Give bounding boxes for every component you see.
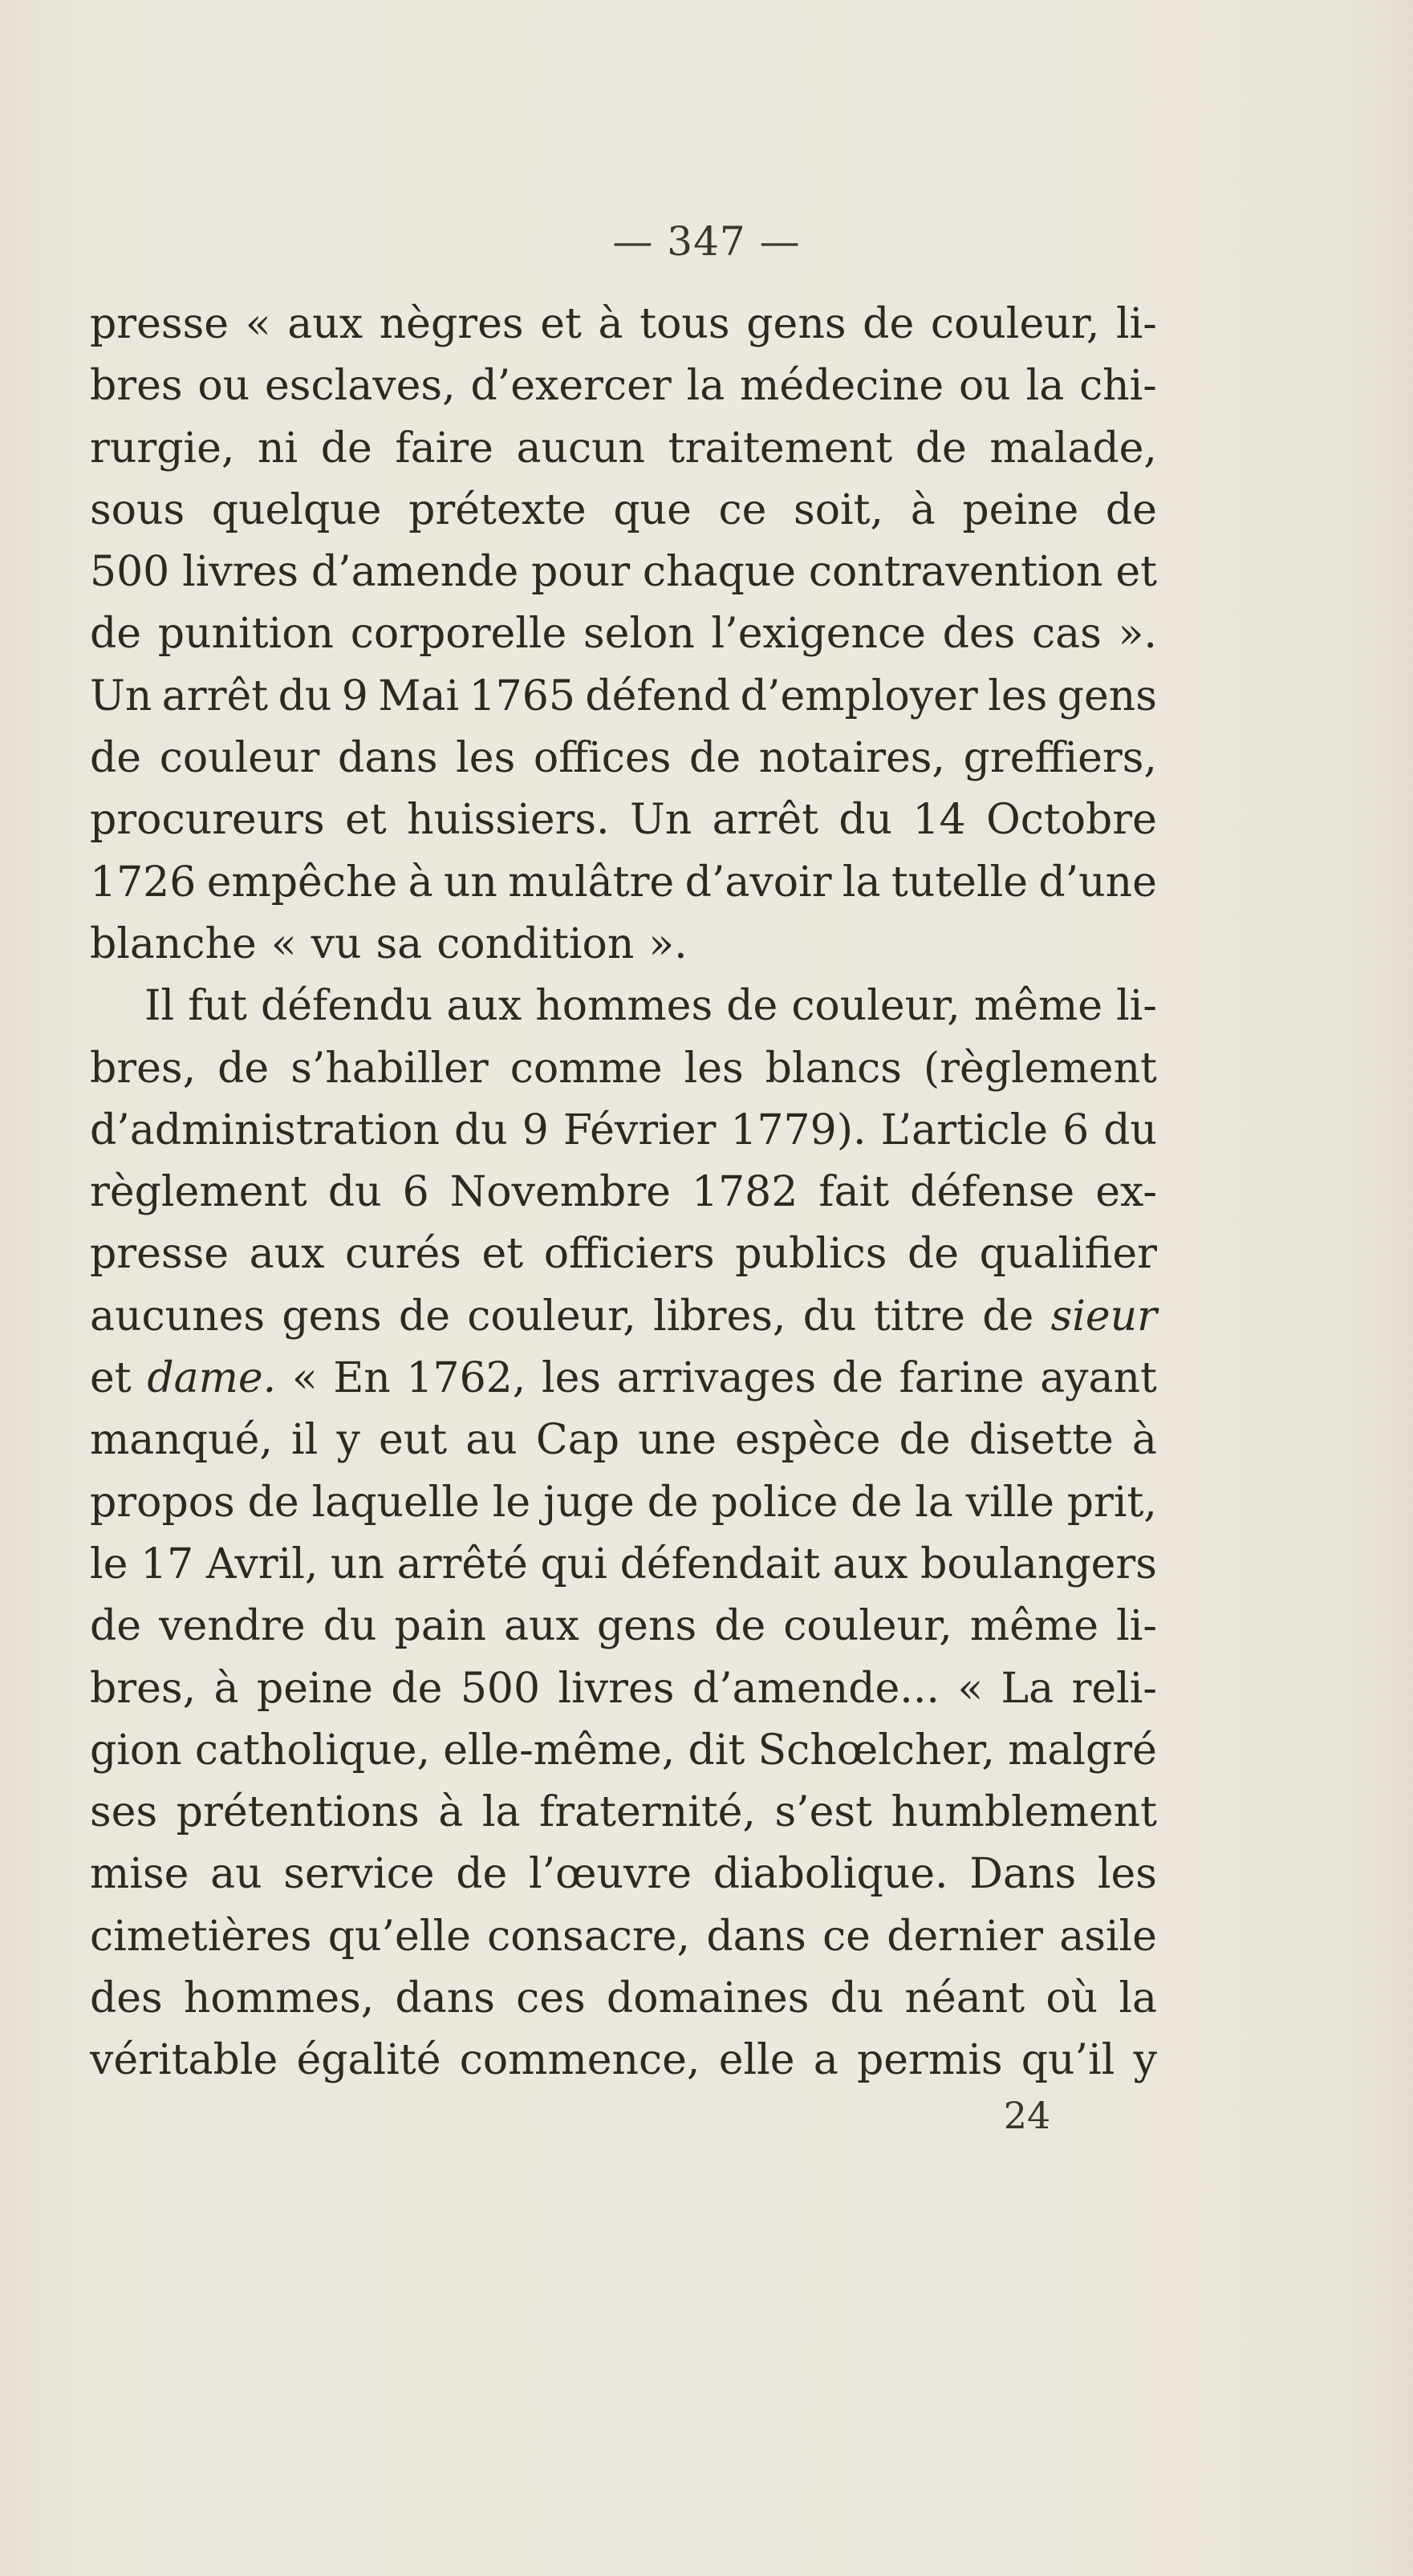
text-line-14 — [90, 1100, 1157, 1162]
word: Avril, — [205, 1540, 319, 1588]
word: « — [957, 1664, 984, 1713]
word: de — [714, 1602, 766, 1651]
word: et — [90, 1354, 132, 1403]
word: arrêt — [161, 671, 269, 720]
word: défense — [910, 1168, 1075, 1217]
text-line-16 — [90, 1223, 1157, 1285]
word: la — [915, 1478, 953, 1527]
word: La — [1001, 1664, 1054, 1713]
word: police — [711, 1478, 838, 1527]
text-line-15 — [90, 1162, 1157, 1223]
word: commence, — [459, 2036, 700, 2085]
word: li- — [1116, 982, 1157, 1031]
word: d’exercer — [470, 362, 672, 411]
word: défend — [585, 671, 731, 720]
word: d’avoir — [684, 858, 832, 907]
word: d’amende — [311, 548, 519, 597]
word: vu — [311, 919, 362, 968]
word: de — [907, 1230, 960, 1279]
text-line-4 — [90, 480, 1157, 542]
word: punition — [157, 610, 334, 659]
word: de — [217, 1044, 270, 1093]
word: consacre, — [487, 1912, 691, 1961]
word: aucunes — [90, 1292, 266, 1341]
word: dit — [688, 1726, 745, 1775]
word: peine — [256, 1664, 373, 1713]
word: corporelle — [350, 610, 567, 659]
word: médecine — [740, 362, 944, 411]
word: 6 — [1062, 1105, 1090, 1154]
word: traitement — [668, 424, 893, 473]
text-line-24 — [90, 1720, 1157, 1782]
word: et — [345, 796, 387, 845]
signature-mark: 24 — [1003, 2094, 1051, 2137]
word: défendu — [260, 982, 433, 1031]
word: comme — [510, 1044, 663, 1093]
word: gens — [282, 1292, 382, 1341]
word: qualifier — [979, 1230, 1157, 1279]
text-line-21 — [90, 1534, 1157, 1596]
word: presse — [90, 1230, 229, 1279]
word: que — [613, 485, 692, 534]
text-line-13 — [90, 1038, 1157, 1100]
text-line-27 — [90, 1906, 1157, 1968]
word: a — [813, 2036, 838, 2085]
text-line-10 — [90, 852, 1157, 914]
word: permis — [856, 2036, 1003, 2085]
word: livres — [182, 548, 299, 597]
word: prit, — [1066, 1478, 1157, 1527]
word: pour — [531, 548, 631, 597]
text-line-17 — [90, 1286, 1157, 1348]
word: qu’il — [1021, 2036, 1115, 2085]
word: service — [283, 1850, 435, 1899]
word: empêche — [206, 858, 398, 907]
word: prétexte — [408, 485, 587, 534]
word: y — [1133, 2036, 1157, 2085]
word: du — [830, 1974, 884, 2023]
text-line-23 — [90, 1658, 1157, 1720]
word: 500 — [90, 548, 170, 597]
text-line-3 — [90, 418, 1157, 480]
word: qu’elle — [327, 1912, 471, 1961]
word: 1765 — [469, 671, 575, 720]
text-line-18 — [90, 1348, 1157, 1410]
word: de — [90, 610, 142, 659]
word: du — [802, 1292, 857, 1341]
word: dame. — [147, 1354, 277, 1403]
word: il — [291, 1416, 319, 1465]
word: nègres — [379, 300, 524, 348]
word: 1782 — [691, 1168, 798, 1217]
text-line-12 — [90, 976, 1157, 1037]
word: les — [684, 1044, 744, 1093]
text-line-1 — [90, 294, 1157, 355]
text-line-19 — [90, 1410, 1157, 1471]
word: ses — [90, 1788, 158, 1837]
word: du — [323, 1602, 377, 1651]
word: une — [638, 1416, 717, 1465]
word: couleur, — [467, 1292, 636, 1341]
word: L’article — [880, 1105, 1049, 1154]
word: à — [408, 858, 433, 907]
word: règlement — [90, 1168, 307, 1217]
word: de — [831, 1354, 883, 1403]
word: de — [689, 734, 741, 783]
word: humblement — [891, 1788, 1157, 1837]
word: aucun — [516, 424, 646, 473]
text-line-9 — [90, 789, 1157, 851]
text-line-25 — [90, 1782, 1157, 1844]
word: dernier — [887, 1912, 1043, 1961]
word: la — [842, 858, 881, 907]
word: « — [245, 300, 271, 348]
word: Novembre — [449, 1168, 671, 1217]
word: couleur — [159, 734, 320, 783]
word: et — [540, 300, 582, 348]
word: de — [851, 1478, 903, 1527]
word: ces — [516, 1974, 586, 2023]
word: asile — [1059, 1912, 1157, 1961]
word: et — [481, 1230, 524, 1279]
word: à — [598, 300, 623, 348]
word: de — [982, 1292, 1034, 1341]
word: presse — [90, 300, 229, 348]
word: gens — [596, 1602, 697, 1651]
word: aux — [446, 982, 522, 1031]
word: du — [838, 796, 893, 845]
word: de — [647, 1478, 699, 1527]
word: le — [90, 1540, 128, 1588]
word: publics — [735, 1230, 887, 1279]
word: Il — [144, 982, 175, 1031]
word: farine — [899, 1354, 1025, 1403]
word: de — [398, 1292, 450, 1341]
word: s’habiller — [290, 1044, 489, 1093]
word: au — [465, 1416, 518, 1465]
word: sieur — [1050, 1292, 1157, 1341]
word: hommes — [535, 982, 713, 1031]
word: 1726 — [90, 858, 197, 907]
word: de — [90, 734, 142, 783]
word: reli- — [1071, 1664, 1157, 1713]
word: titre — [873, 1292, 965, 1341]
text-line-26 — [90, 1844, 1157, 1905]
word: la — [686, 362, 725, 411]
word: tous — [640, 300, 730, 348]
word: hommes, — [183, 1974, 375, 2023]
word: du — [453, 1105, 508, 1154]
word: d’employer — [740, 671, 978, 720]
word: y — [336, 1416, 360, 1465]
word: ou — [959, 362, 1011, 411]
word: propos — [90, 1478, 235, 1527]
word: de — [320, 424, 372, 473]
word: malade, — [989, 424, 1157, 473]
word: même — [973, 982, 1103, 1031]
word: vendre — [159, 1602, 306, 1651]
word: dans — [395, 1974, 495, 2023]
word: tutelle — [891, 858, 1028, 907]
word: espèce — [735, 1416, 881, 1465]
word: bres — [90, 362, 183, 411]
word: offices — [533, 734, 672, 783]
word: disette — [968, 1416, 1114, 1465]
word: Octobre — [986, 796, 1157, 845]
word: Mai — [378, 671, 460, 720]
word: li- — [1116, 300, 1157, 348]
word: bres, — [90, 1664, 197, 1713]
word: les — [1097, 1850, 1157, 1899]
word: dans — [706, 1912, 806, 1961]
word: Cap — [535, 1416, 619, 1465]
word: du — [1103, 1105, 1157, 1154]
word: de — [726, 982, 778, 1031]
word: cimetières — [90, 1912, 312, 1961]
word: la — [1025, 362, 1065, 411]
word: procureurs — [90, 796, 325, 845]
word: arrivages — [616, 1354, 817, 1403]
word: ni — [258, 424, 298, 473]
word: boulangers — [920, 1540, 1157, 1588]
text-line-6 — [90, 603, 1157, 665]
word: chaque — [642, 548, 797, 597]
word: esclaves, — [265, 362, 456, 411]
word: peine — [962, 485, 1079, 534]
text-line-2 — [90, 355, 1157, 417]
word: l’exigence — [711, 610, 926, 659]
word: Février — [562, 1105, 717, 1154]
text-line-7 — [90, 666, 1157, 728]
word: notaires, — [758, 734, 945, 783]
word: soit, — [794, 485, 884, 534]
word: l’œuvre — [528, 1850, 692, 1899]
word: blancs — [765, 1044, 902, 1093]
word: à — [213, 1664, 239, 1713]
page-header: — 347 — — [612, 218, 801, 265]
word: même — [969, 1602, 1099, 1651]
word: 1762, — [406, 1354, 526, 1403]
word: livres — [558, 1664, 675, 1713]
word: d’amende... — [692, 1664, 940, 1713]
word: Dans — [969, 1850, 1077, 1899]
word: aux — [249, 1230, 325, 1279]
word: de — [90, 1602, 142, 1651]
word: couleur, — [791, 982, 960, 1031]
word: d’administration — [90, 1105, 440, 1154]
word: arrêt — [712, 796, 819, 845]
word: diabolique. — [713, 1850, 948, 1899]
word: les — [541, 1354, 602, 1403]
word: greffiers, — [963, 734, 1157, 783]
word: eut — [378, 1416, 448, 1465]
word: des — [90, 1974, 163, 2023]
word: du — [278, 671, 332, 720]
word: « — [291, 1354, 318, 1403]
word: ce — [822, 1912, 871, 1961]
word: du — [327, 1168, 382, 1217]
word: arrêté — [396, 1540, 528, 1588]
word: mise — [90, 1850, 189, 1899]
word: selon — [583, 610, 695, 659]
word: les — [988, 671, 1048, 720]
word: ayant — [1040, 1354, 1157, 1403]
word: fait — [818, 1168, 890, 1217]
word: 500 — [460, 1664, 541, 1713]
word: à — [438, 1788, 464, 1837]
word: aux — [832, 1540, 908, 1588]
word: contravention — [808, 548, 1103, 597]
text-line-22 — [90, 1596, 1157, 1657]
word: laquelle — [311, 1478, 480, 1527]
word: catholique, — [194, 1726, 431, 1775]
word: En — [333, 1354, 391, 1403]
word: 9 — [522, 1105, 549, 1154]
word: libres, — [653, 1292, 786, 1341]
word: elle-même, — [443, 1726, 676, 1775]
word: de — [863, 300, 915, 348]
word: couleur, — [930, 300, 1100, 348]
word: condition — [436, 919, 635, 968]
word: 14 — [912, 796, 966, 845]
word: fraternité, — [538, 1788, 756, 1837]
text-line-5 — [90, 542, 1157, 603]
word: aux — [504, 1602, 579, 1651]
word: de — [899, 1416, 951, 1465]
word: sous — [90, 485, 185, 534]
word: s’est — [774, 1788, 873, 1837]
word: curés — [345, 1230, 461, 1279]
word: mulâtre — [508, 858, 675, 907]
word: manqué, — [90, 1416, 273, 1465]
word: des — [942, 610, 1016, 659]
word: ex- — [1095, 1168, 1157, 1217]
word: de — [915, 424, 967, 473]
text-line-28 — [90, 1968, 1157, 2030]
word: officiers — [543, 1230, 715, 1279]
word: (règlement — [923, 1044, 1157, 1093]
word: les — [456, 734, 516, 783]
word: à — [1131, 1416, 1157, 1465]
word: et — [1115, 548, 1157, 597]
word: le — [492, 1478, 531, 1527]
word: de — [1105, 485, 1157, 534]
word: huissiers. — [407, 796, 610, 845]
word: faire — [395, 424, 493, 473]
word: 6 — [402, 1168, 429, 1217]
text-line-29 — [90, 2030, 1157, 2091]
word: la — [1119, 1974, 1157, 2023]
word: li- — [1116, 1602, 1157, 1651]
word: où — [1046, 1974, 1098, 2023]
word: elle — [718, 2036, 795, 2085]
word: 1779). — [730, 1105, 867, 1154]
word: domaines — [606, 1974, 810, 2023]
word: qui — [540, 1540, 607, 1588]
word: Un — [90, 671, 152, 720]
word: ». — [648, 919, 688, 968]
word: blanche — [90, 919, 257, 968]
word: véritable — [90, 2036, 278, 2085]
word: un — [331, 1540, 385, 1588]
word: néant — [904, 1974, 1025, 2023]
word: rurgie, — [90, 424, 235, 473]
word: 9 — [341, 671, 368, 720]
word: couleur, — [783, 1602, 952, 1651]
word: gion — [90, 1726, 182, 1775]
word: ce — [718, 485, 767, 534]
word: la — [481, 1788, 521, 1837]
word: ville — [965, 1478, 1054, 1527]
word: de — [391, 1664, 443, 1713]
word: au — [210, 1850, 262, 1899]
word: pain — [394, 1602, 486, 1651]
word: prétentions — [176, 1788, 420, 1837]
word: cas — [1032, 610, 1102, 659]
word: fut — [188, 982, 247, 1031]
word: malgré — [1008, 1726, 1157, 1775]
word: aux — [287, 300, 363, 348]
word: dans — [338, 734, 438, 783]
word: Un — [629, 796, 692, 845]
word: quelque — [211, 485, 382, 534]
word: 17 — [140, 1540, 194, 1588]
word: bres, — [90, 1044, 197, 1093]
word: gens — [1057, 671, 1157, 720]
word: égalité — [296, 2036, 441, 2085]
word: ou — [197, 362, 250, 411]
body-text — [90, 294, 1157, 2092]
word: ». — [1118, 610, 1157, 659]
word: « — [270, 919, 297, 968]
word: un — [443, 858, 497, 907]
word: défendait — [619, 1540, 820, 1588]
word: de — [456, 1850, 508, 1899]
word: d’une — [1038, 858, 1157, 907]
text-line-8 — [90, 728, 1157, 789]
text-line-20 — [90, 1472, 1157, 1534]
word: sa — [376, 919, 423, 968]
word: chi- — [1079, 362, 1157, 411]
word: à — [910, 485, 936, 534]
text-line-11 — [90, 914, 1157, 976]
word: gens — [746, 300, 847, 348]
word: juge — [543, 1478, 635, 1527]
word: de — [247, 1478, 299, 1527]
word: Schœlcher, — [757, 1726, 995, 1775]
